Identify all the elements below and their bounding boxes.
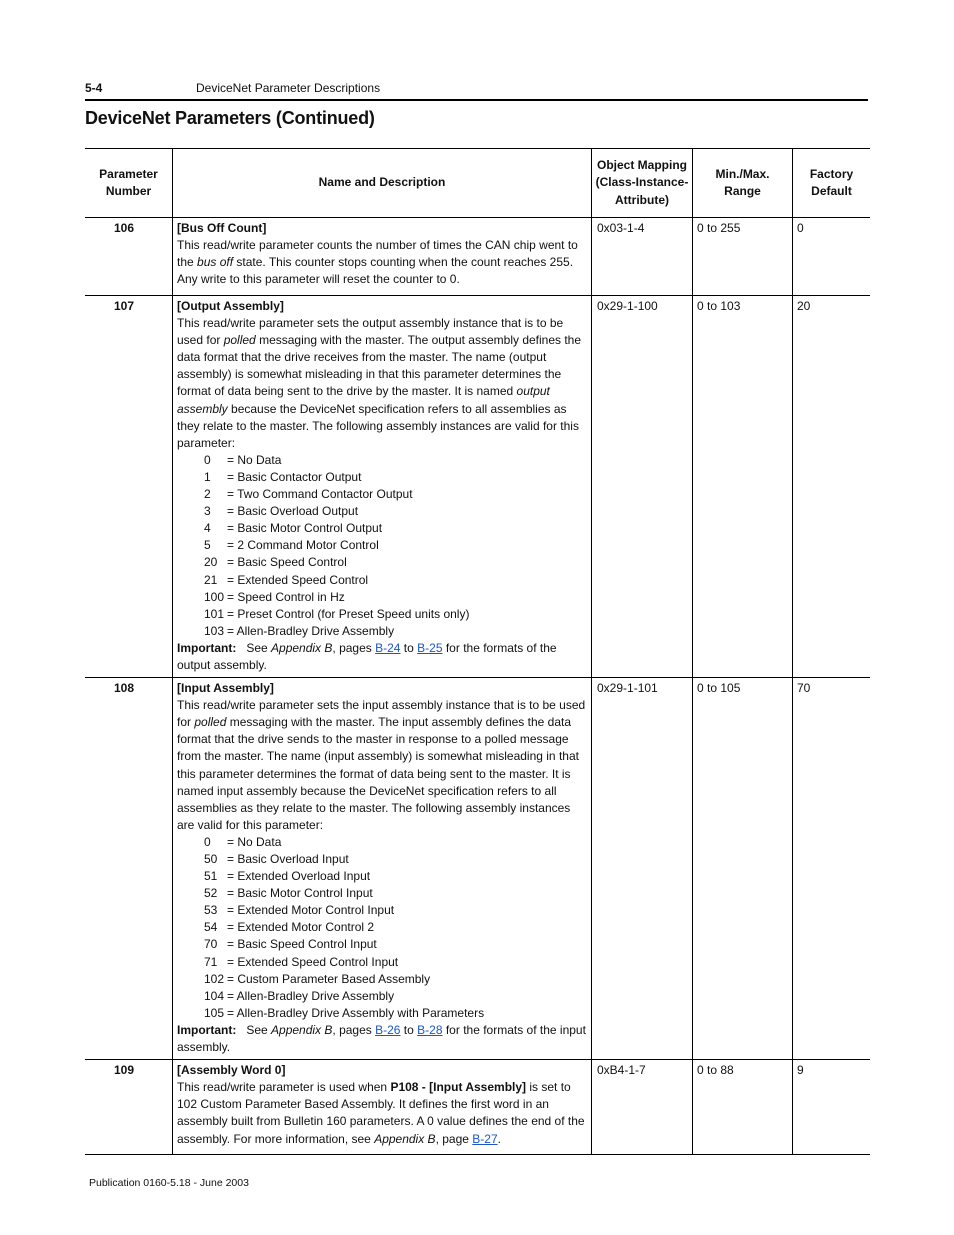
description-text: This read/write parameter sets the output assembly instance that is to be used for polled messaging with the master. The output assembly defines the data format that the drive receives from the master. The name (output assembly) is somewhat misleading in that this parameter determines the format of data being sent to the drive by the master. It is named output assembly because the DeviceNet specification refers to all assemblies as they relate to the master. The following assembly instances are valid for this parameter: bbox=[177, 316, 582, 450]
list-item: 104 = Allen-Bradley Drive Assembly bbox=[204, 988, 395, 1003]
list-item: 101 = Preset Control (for Preset Speed units only) bbox=[204, 606, 470, 621]
col-header-default: Factory Default bbox=[793, 149, 871, 218]
list-item: 70 = Basic Speed Control Input bbox=[204, 937, 377, 952]
param-name: [Input Assembly] bbox=[177, 681, 274, 696]
page-link-b27[interactable]: B-27 bbox=[472, 1131, 498, 1146]
param-number: 109 bbox=[85, 1060, 173, 1155]
header-rule bbox=[85, 99, 868, 101]
list-item: 0 = No Data bbox=[204, 834, 282, 849]
list-item: 105 = Allen-Bradley Drive Assembly with Parameters bbox=[204, 1005, 485, 1020]
list-item: 100 = Speed Control in Hz bbox=[204, 589, 345, 604]
param-description bbox=[173, 1060, 592, 1155]
list-item: 4 = Basic Motor Control Output bbox=[204, 521, 383, 536]
page-link-b24[interactable]: B-24 bbox=[375, 640, 401, 655]
object-mapping: 0x03-1-4 bbox=[592, 218, 693, 296]
description-text: This read/write parameter is used when P108 - [Input Assembly] is set to 102 Custom Parameter Based Assembly. It defines the first word in an assembly built from Bulletin 160 parameters. A 0 value defines the end of the assembly. For more information, see Appendix B, page B-27. bbox=[177, 1080, 585, 1146]
table-row bbox=[85, 218, 870, 296]
param-name: [Assembly Word 0] bbox=[177, 1063, 286, 1078]
min-max-range: 0 to 88 bbox=[693, 1060, 793, 1155]
object-mapping: 0xB4-1-7 bbox=[592, 1060, 693, 1155]
list-item: 2 = Two Command Contactor Output bbox=[204, 487, 413, 502]
assembly-options-list bbox=[177, 834, 587, 1022]
table-row bbox=[85, 296, 870, 678]
list-item: 71 = Extended Speed Control Input bbox=[204, 954, 399, 969]
param-number: 107 bbox=[85, 296, 173, 678]
assembly-options-list bbox=[177, 452, 587, 640]
page-link-b25[interactable]: B-25 bbox=[417, 640, 443, 655]
col-header-name-description: Name and Description bbox=[173, 149, 592, 218]
page-link-b28[interactable]: B-28 bbox=[417, 1022, 443, 1037]
object-mapping: 0x29-1-100 bbox=[592, 296, 693, 678]
parameters-table bbox=[85, 148, 870, 1155]
page-link-b26[interactable]: B-26 bbox=[375, 1022, 401, 1037]
list-item: 21 = Extended Speed Control bbox=[204, 572, 369, 587]
object-mapping: 0x29-1-101 bbox=[592, 678, 693, 1060]
table-row bbox=[85, 678, 870, 1060]
list-item: 102 = Custom Parameter Based Assembly bbox=[204, 971, 431, 986]
page-number: 5-4 bbox=[85, 81, 103, 95]
factory-default: 9 bbox=[793, 1060, 871, 1155]
important-note: Important: See Appendix B, pages B-24 to B-25 for the formats of the output assembly. bbox=[177, 640, 557, 672]
param-description bbox=[173, 218, 592, 296]
factory-default: 70 bbox=[793, 678, 871, 1060]
col-header-parameter-number: Parameter Number bbox=[85, 149, 173, 218]
list-item: 5 = 2 Command Motor Control bbox=[204, 538, 379, 553]
factory-default: 0 bbox=[793, 218, 871, 296]
param-number: 108 bbox=[85, 678, 173, 1060]
param-description bbox=[173, 296, 592, 678]
list-item: 53 = Extended Motor Control Input bbox=[204, 903, 395, 918]
param-name: [Bus Off Count] bbox=[177, 221, 267, 235]
list-item: 0 = No Data bbox=[204, 452, 282, 467]
min-max-range: 0 to 255 bbox=[693, 218, 793, 296]
col-header-range: Min./Max. Range bbox=[693, 149, 793, 218]
important-note: Important: See Appendix B, pages B-26 to B-28 for the formats of the input assembly. bbox=[177, 1022, 586, 1055]
param-name: [Output Assembly] bbox=[177, 299, 284, 313]
running-title: DeviceNet Parameter Descriptions bbox=[196, 81, 381, 95]
param-description bbox=[173, 678, 592, 1060]
col-header-object-mapping: Object Mapping (Class-Instance- Attribute) bbox=[592, 149, 693, 218]
list-item: 103 = Allen-Bradley Drive Assembly bbox=[204, 623, 395, 638]
list-item: 50 = Basic Overload Input bbox=[204, 852, 349, 866]
description-text: This read/write parameter counts the number of times the CAN chip went to the bus off state. This counter stops counting when the count reaches 255. Any write to this parameter will reset the counter to 0. bbox=[177, 238, 578, 287]
list-item: 51 = Extended Overload Input bbox=[204, 869, 371, 884]
list-item: 1 = Basic Contactor Output bbox=[204, 469, 362, 484]
min-max-range: 0 to 103 bbox=[693, 296, 793, 678]
section-title: DeviceNet Parameters (Continued) bbox=[85, 108, 375, 128]
description-text: This read/write parameter sets the input assembly instance that is to be used for polled messaging with the master. The input assembly defines the data format that the drive sends to the master in response to a polled message from the master. The name (input assembly) is somewhat misleading in that this parameter determines the format of data being sent to the master. It is named input assembly because the DeviceNet specification refers to all assemblies as they relate to the master. The following assembly instances are valid for this parameter: bbox=[177, 698, 586, 832]
list-item: 3 = Basic Overload Output bbox=[204, 504, 359, 519]
param-number: 106 bbox=[85, 218, 173, 296]
list-item: 54 = Extended Motor Control 2 bbox=[204, 920, 375, 935]
table-row bbox=[85, 1060, 870, 1155]
publication-footer: Publication 0160-5.18 - June 2003 bbox=[89, 1177, 249, 1189]
min-max-range: 0 to 105 bbox=[693, 678, 793, 1060]
list-item: 20 = Basic Speed Control bbox=[204, 555, 347, 570]
list-item: 52 = Basic Motor Control Input bbox=[204, 886, 373, 901]
factory-default: 20 bbox=[793, 296, 871, 678]
